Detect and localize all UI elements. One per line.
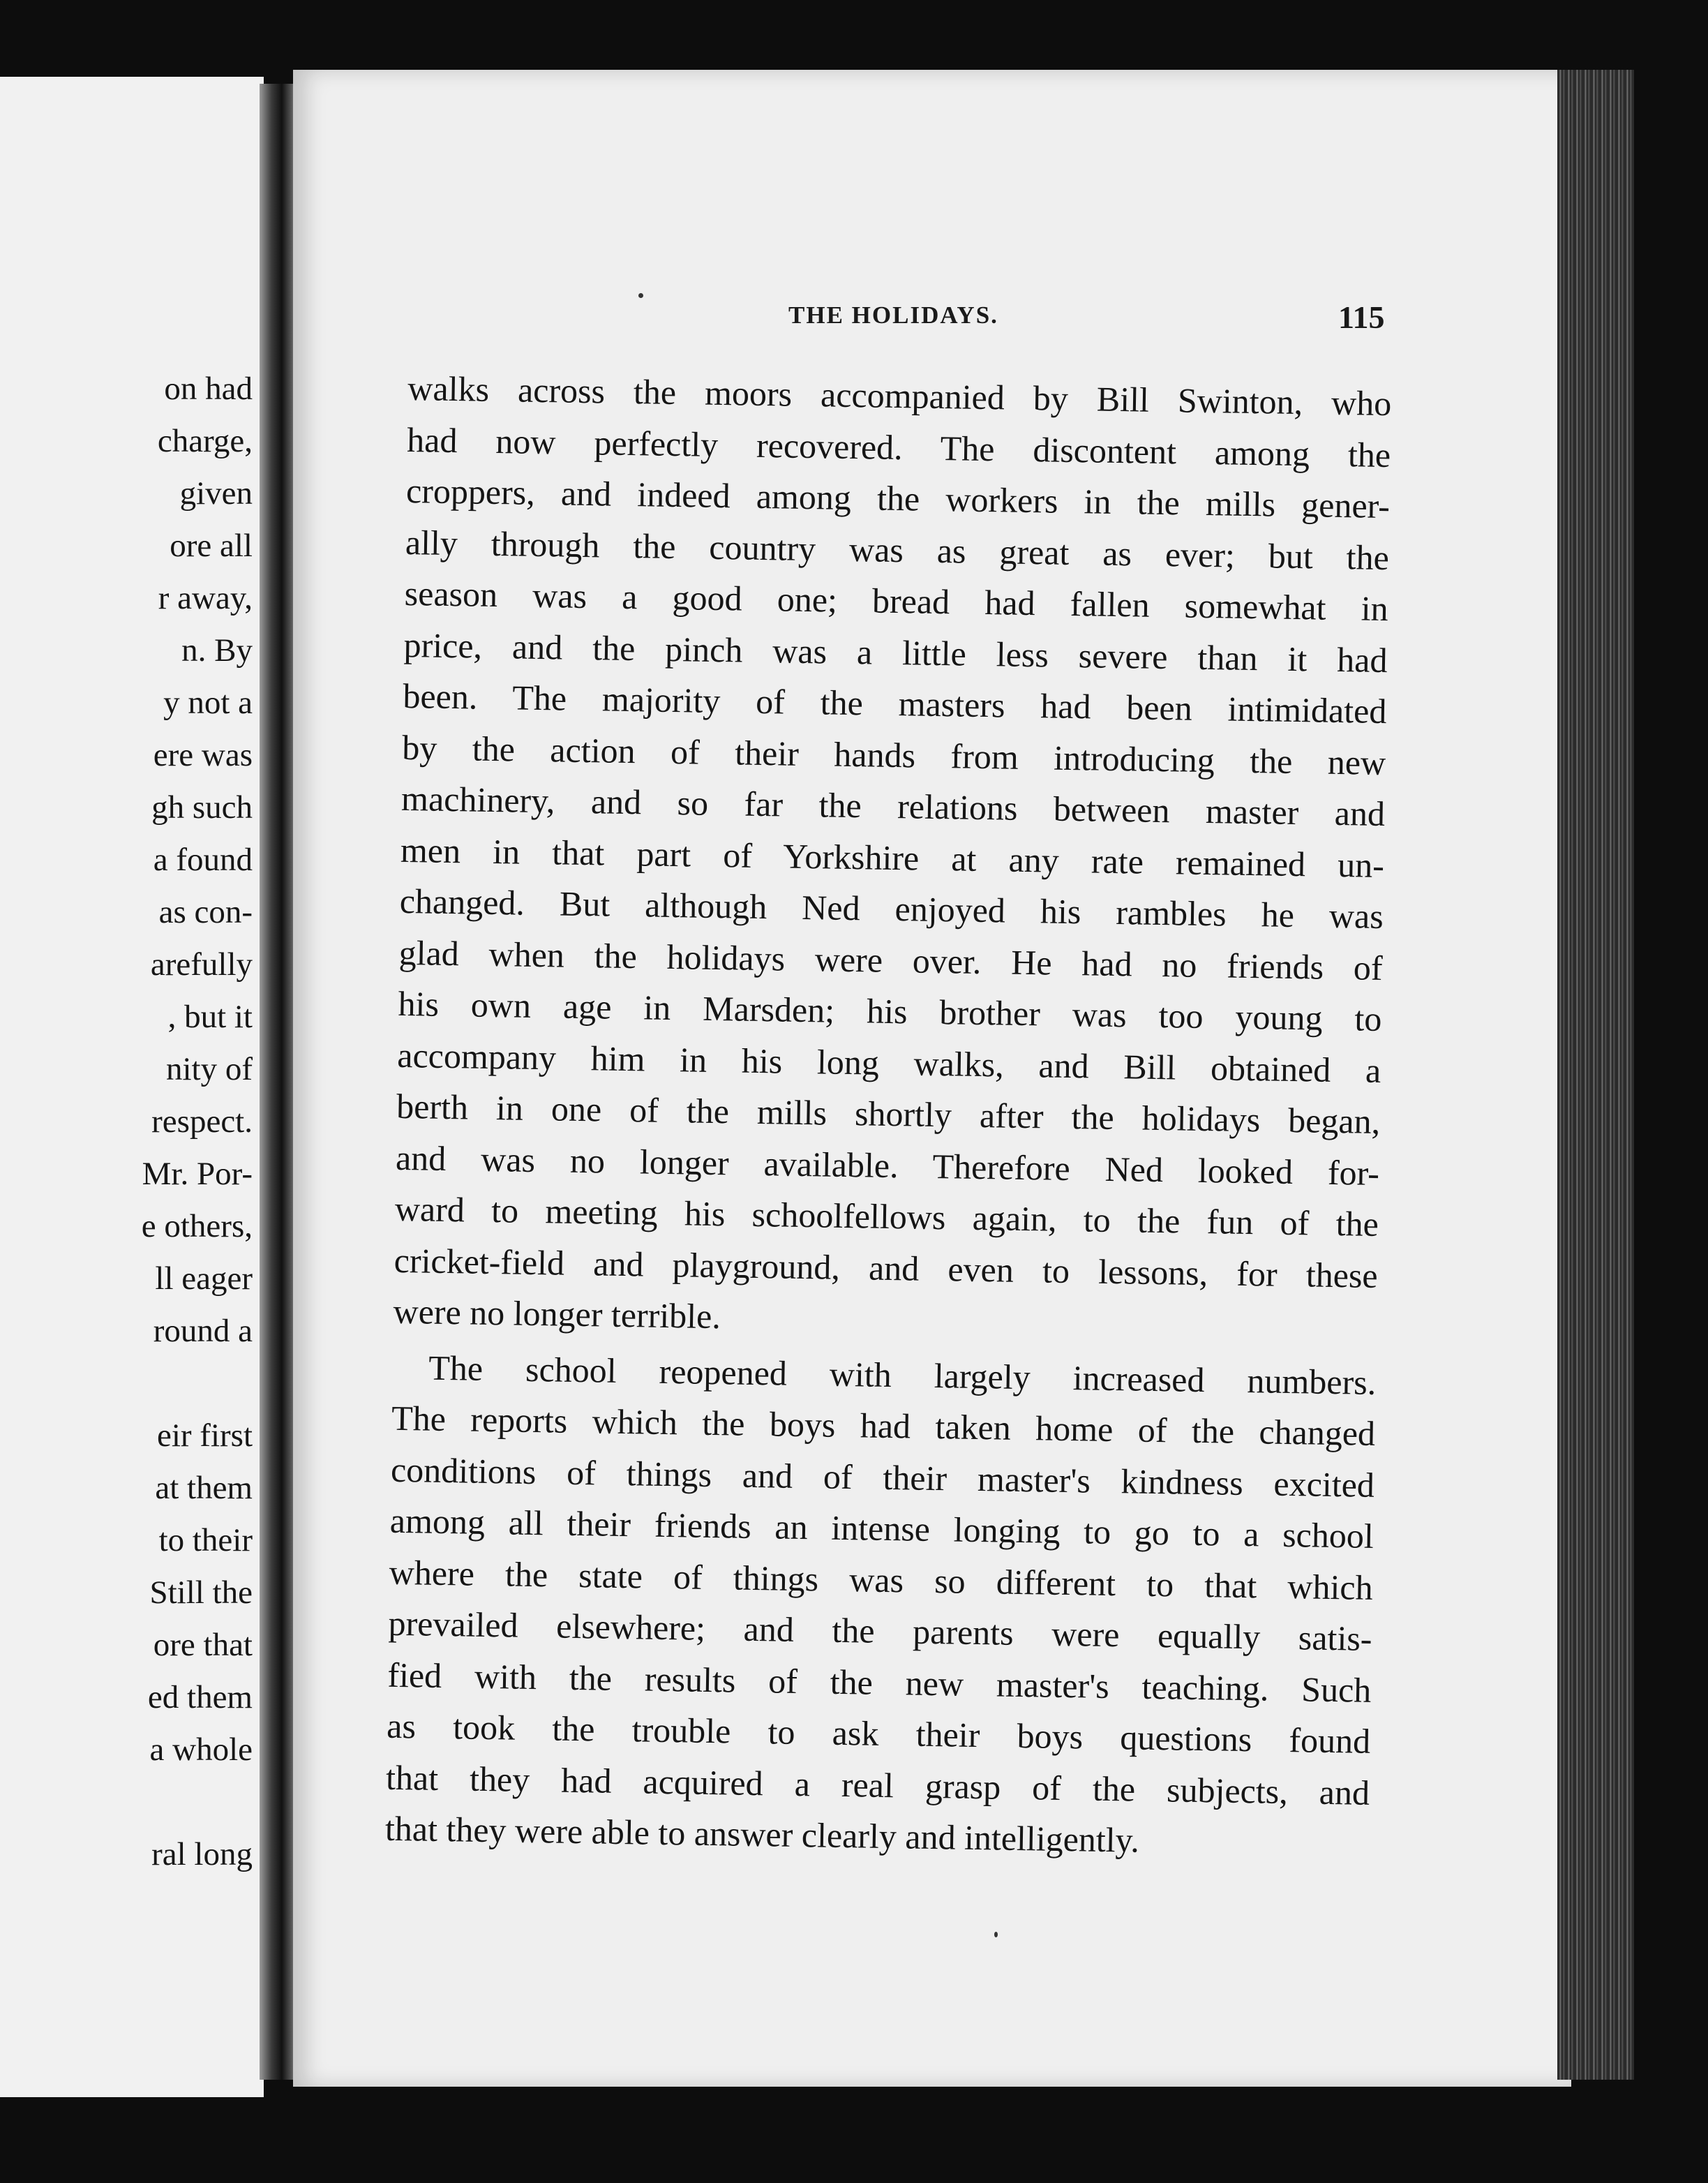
body-line: prevailed elsewhere; and the parents were equally satis- — [388, 1603, 1372, 1658]
body-line: season was a good one; bread had fallen somewhat in — [404, 573, 1389, 629]
body-line: men in that part of Yorkshire at any rate remained un- — [400, 830, 1385, 885]
left-page-fragment — [0, 77, 264, 2097]
body-line: price, and the pinch was a little less severe than it had — [403, 625, 1388, 680]
ink-speck — [994, 1932, 998, 1937]
body-line: accompany him in his long walks, and Bill obtained a — [396, 1035, 1381, 1090]
left-page-text — [15, 363, 253, 1881]
left-page-line: Still the — [149, 1574, 253, 1611]
body-line: had now perfectly recovered. The discontent among the — [406, 419, 1391, 475]
body-line: as took the trouble to ask their boys questions found — [386, 1706, 1371, 1761]
body-line: ward to meeting his schoolfellows again, to the fun of the — [394, 1189, 1379, 1244]
body-line: croppers, and indeed among the workers in the mills gener- — [405, 470, 1391, 526]
body-line: berth in one of the mills shortly after the holidays began, — [396, 1086, 1381, 1142]
body-line: that they had acquired a real grasp of the subjects, and — [385, 1757, 1370, 1812]
body-line: The reports which the boys had taken home of the changed — [391, 1398, 1376, 1453]
running-head: THE HOLIDAYS. — [788, 301, 998, 329]
page-edges — [1557, 70, 1634, 2080]
left-page-line: ral long — [151, 1836, 253, 1872]
body-line: ally through the country was as great as ever; but the — [405, 522, 1390, 577]
left-page-line: as con- — [158, 894, 253, 930]
left-page-line: ore that — [153, 1627, 253, 1663]
left-page-line: a found — [153, 842, 253, 878]
body-line: conditions of things and of their master's kindness excited — [390, 1450, 1375, 1505]
left-page-line: charge, — [157, 423, 253, 459]
body-line: his own age in Marsden; his brother was too young to — [398, 983, 1382, 1039]
body-line: walks across the moors accompanied by Bill Swinton, who — [407, 368, 1392, 424]
left-page-line — [15, 1357, 253, 1410]
body-line: where the state of things was so different to that which — [389, 1552, 1374, 1607]
body-text — [384, 363, 1391, 1870]
body-line: among all their friends an intense longing to go to a school — [389, 1500, 1374, 1556]
left-page-line: respect. — [151, 1103, 253, 1140]
left-page-line: e others, — [141, 1208, 253, 1244]
body-line: The school reopened with largely increased numbers. — [428, 1348, 1377, 1402]
body-line: and was no longer available. Therefore Ned looked for- — [395, 1138, 1380, 1193]
left-page-line: ere was — [153, 737, 253, 773]
ink-speck — [638, 293, 643, 298]
page-number: 115 — [1338, 299, 1385, 335]
left-page-line: ore all — [170, 528, 253, 564]
body-line: changed. But although Ned enjoyed his rambles he was — [399, 881, 1384, 937]
body-line: that they were able to answer clearly and intelligently. — [384, 1808, 1140, 1860]
body-line: by the action of their hands from introducing the new — [401, 727, 1386, 782]
left-page-line: , but it — [167, 999, 253, 1035]
body-line: were no longer terrible. — [393, 1291, 721, 1336]
body-line: fied with the results of the new master's teaching. Such — [387, 1655, 1372, 1710]
body-line: been. The majority of the masters had been intimidated — [403, 676, 1387, 731]
left-page-line: n. By — [181, 632, 253, 669]
body-line: glad when the holidays were over. He had no friends of — [398, 932, 1384, 988]
left-page-line: to their — [158, 1522, 253, 1558]
body-line: machinery, and so far the relations between master and — [400, 778, 1386, 834]
left-page-line: ed them — [147, 1679, 253, 1715]
body-line: cricket-field and playground, and even to lessons, for these — [394, 1240, 1379, 1295]
left-page-line: gh such — [151, 789, 253, 826]
left-page-line: arefully — [150, 946, 253, 983]
left-page-line: ll eager — [155, 1260, 253, 1297]
left-page-line: y not a — [163, 685, 253, 721]
left-page-line: r away, — [158, 580, 253, 616]
left-page-line: on had — [164, 371, 253, 407]
left-page-line: given — [179, 475, 253, 512]
left-page-line: round a — [153, 1313, 253, 1349]
left-page-line: Mr. Por- — [142, 1156, 253, 1192]
left-page-line: eir first — [156, 1417, 253, 1454]
left-page-line: a whole — [149, 1731, 253, 1768]
left-page-line: at them — [155, 1470, 253, 1506]
left-page-line: nity of — [165, 1051, 253, 1087]
left-page-line — [15, 1776, 253, 1828]
